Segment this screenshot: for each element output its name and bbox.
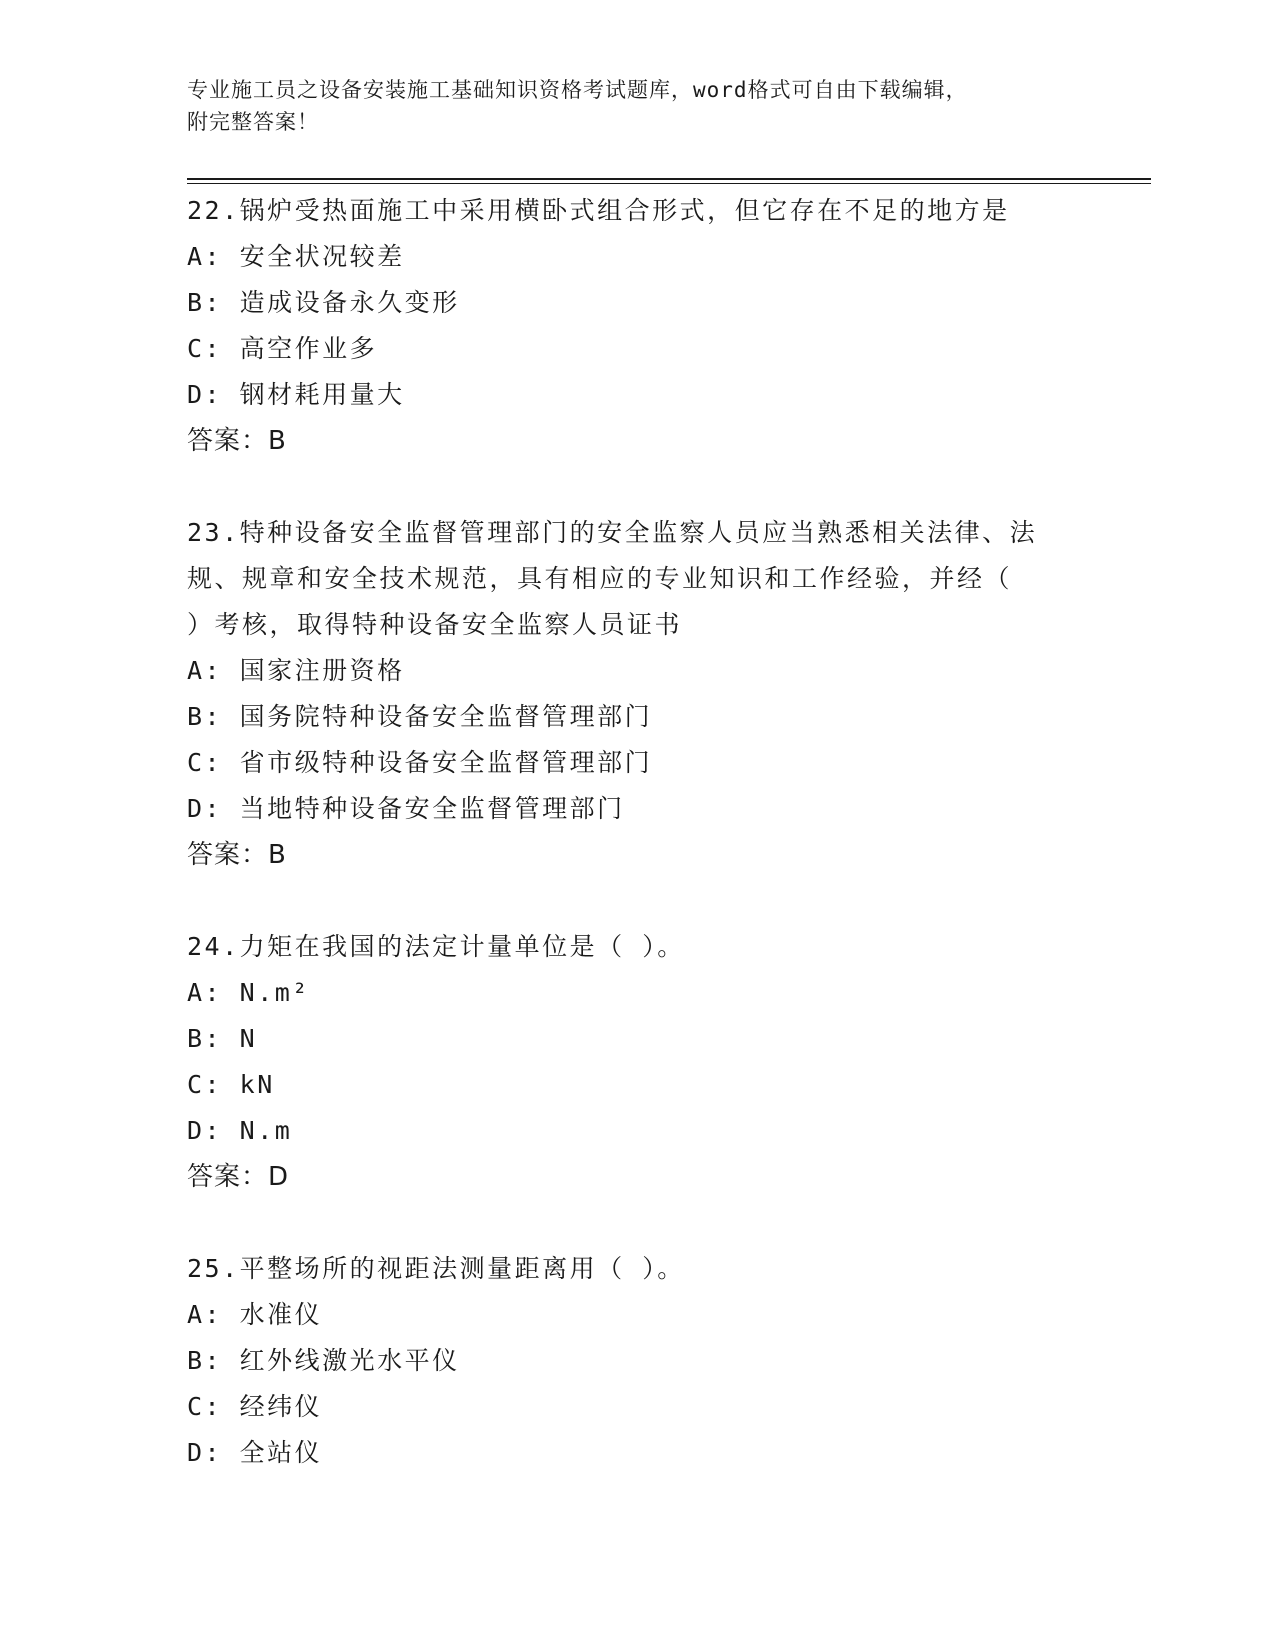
- answer-line: 答案：D: [187, 1162, 290, 1192]
- document-header: [187, 74, 1087, 138]
- option-a: A: 安全状况较差: [187, 242, 405, 271]
- option-c: C: 高空作业多: [187, 334, 378, 363]
- header-line-2: 附完整答案！: [187, 110, 319, 134]
- answer-line: 答案：B: [187, 840, 287, 870]
- question-stem: 22.锅炉受热面施工中采用横卧式组合形式，但它存在不足的地方是: [187, 196, 1010, 225]
- answer-line: 答案：B: [187, 426, 287, 456]
- question-stem: 规、规章和安全技术规范，具有相应的专业知识和工作经验，并经（: [187, 564, 1013, 593]
- option-d: D: N.m: [187, 1116, 293, 1145]
- option-a: A: N.m²: [187, 978, 310, 1007]
- option-d: D: 钢材耗用量大: [187, 380, 405, 409]
- option-c: C: 经纬仪: [187, 1392, 323, 1421]
- question-stem: 24.力矩在我国的法定计量单位是（ ）。: [187, 932, 685, 961]
- option-c: C: 省市级特种设备安全监督管理部门: [187, 748, 653, 777]
- question-23: [187, 510, 1087, 878]
- option-b: B: N: [187, 1024, 258, 1053]
- option-b: B: 国务院特种设备安全监督管理部门: [187, 702, 653, 731]
- header-divider: [187, 178, 1151, 180]
- question-22: [187, 188, 1087, 464]
- question-stem: 25.平整场所的视距法测量距离用（ ）。: [187, 1254, 685, 1283]
- option-b: B: 造成设备永久变形: [187, 288, 460, 317]
- question-stem: ）考核，取得特种设备安全监察人员证书: [187, 610, 683, 639]
- question-stem: 23.特种设备安全监督管理部门的安全监察人员应当熟悉相关法律、法: [187, 518, 1038, 547]
- option-d: D: 当地特种设备安全监督管理部门: [187, 794, 625, 823]
- question-24: [187, 924, 1087, 1200]
- question-25: [187, 1246, 1087, 1476]
- question-list: [187, 188, 1087, 1522]
- option-a: A: 水准仪: [187, 1300, 323, 1329]
- header-line-1: 专业施工员之设备安装施工基础知识资格考试题库，word格式可自由下载编辑，: [187, 78, 968, 102]
- option-c: C: kN: [187, 1070, 275, 1099]
- option-a: A: 国家注册资格: [187, 656, 405, 685]
- header-divider-thin: [187, 183, 1151, 184]
- option-b: B: 红外线激光水平仪: [187, 1346, 460, 1375]
- option-d: D: 全站仪: [187, 1438, 323, 1467]
